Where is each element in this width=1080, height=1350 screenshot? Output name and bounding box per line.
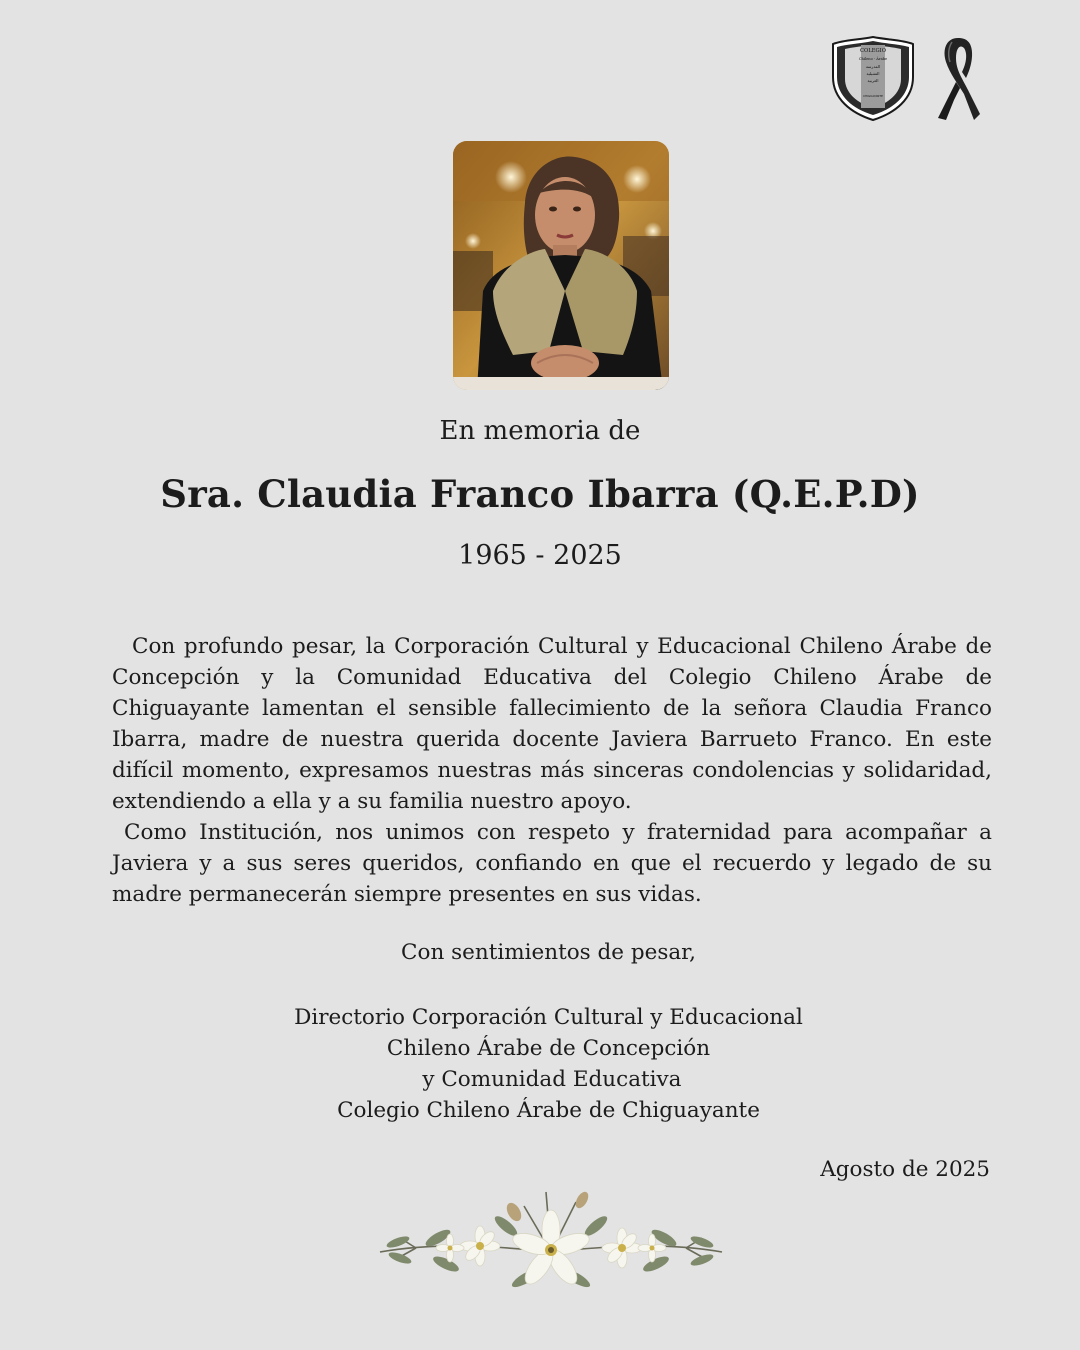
life-years: 1965 - 2025 bbox=[458, 540, 622, 571]
message-paragraph-2: Como Institución, nos unimos con respeto y fraternidad para acompañar a Javiera y a sus seres queridos, confiando en que el recuerdo y legado de su madre permanecerán siempre presentes en sus vidas. bbox=[112, 820, 992, 907]
floral-decoration-icon bbox=[376, 1182, 726, 1304]
crest-line-2: Chileno - Árabe bbox=[858, 57, 888, 61]
closing-line: Con sentimientos de pesar, bbox=[401, 940, 696, 965]
mourning-ribbon-icon bbox=[934, 34, 982, 122]
crest-line-6: CHIGUAYANTE bbox=[863, 94, 883, 98]
signature-block bbox=[0, 1002, 1080, 1126]
signature-line-3: y Comunidad Educativa bbox=[415, 1067, 682, 1092]
message-paragraph-1: Con profundo pesar, la Corporación Cultural y Educacional Chileno Árabe de Concepción y la Comunidad Educativa del Colegio Chileno Árabe de Chiguayante lamentan el sensible fallecimiento de la señora Claudia Franco Ibarra, madre de nuestra querida docente Javiera Barrueto Franco. En este difícil momento, expresamos nuestras más sinceras condolencias y solidaridad, extendiendo a ella y a su familia nuestro apoyo. bbox=[112, 634, 992, 814]
crest-line-3: المدرسة bbox=[865, 64, 881, 69]
condolence-message bbox=[112, 631, 992, 910]
portrait-photo bbox=[453, 141, 669, 390]
message-date: Agosto de 2025 bbox=[820, 1157, 990, 1182]
signature-line-2: Chileno Árabe de Concepción bbox=[386, 1036, 711, 1061]
signature-line-4: Colegio Chileno Árabe de Chiguayante bbox=[337, 1098, 760, 1123]
memorial-intro: En memoria de bbox=[439, 416, 641, 446]
signature-line-1: Directorio Corporación Cultural y Educacional bbox=[294, 1005, 803, 1030]
crest-line-4: التشيلية bbox=[866, 71, 880, 76]
deceased-name: Sra. Claudia Franco Ibarra (Q.E.P.D) bbox=[160, 472, 920, 516]
crest-line-1: COLEGIO bbox=[860, 48, 886, 54]
school-crest-icon bbox=[831, 35, 915, 121]
crest-line-5: العربية bbox=[867, 78, 879, 83]
